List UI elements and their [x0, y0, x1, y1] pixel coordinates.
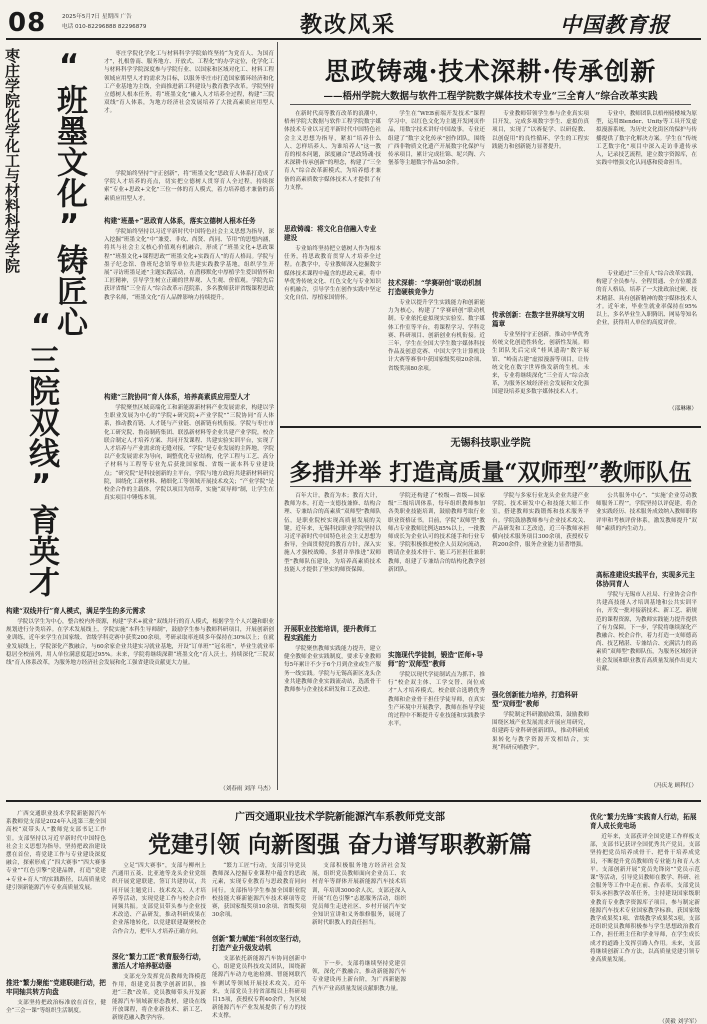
- col-3-heading: 创新“繁力赋能”科创攻坚行动，打造产业升级发动机: [212, 935, 306, 952]
- col-4-text-b: 专业通过“三全育人”综合改革实践，构建了全员参与、全程贯通、全方位覆盖的育人格局，培养了一大批政治过硬、技术精湛、具有创新精神的数字媒体技术人才。近年来，毕业生就业率保持在95%以上，多名毕业生入职腾讯、网易等知名企业，获得用人单位的高度评价。: [596, 271, 697, 327]
- col-3: [492, 110, 589, 422]
- article-title-a: “班墨文化”铸匠心: [51, 48, 87, 337]
- col-2-text-b: 学院以现代学徒制试点为抓手，推行“校企双主体、工学交替、岗位成才”人才培养模式。校企联合选聘优秀教师和企业骨干担任学徒导师，在真实生产环境中开展教学，教师在指导学徒的过程中不断提升专业技能和实践教学水平。: [388, 672, 485, 728]
- col-2: [388, 110, 485, 422]
- col-1-text-b: 支部坚持把政治标准放在首位，健全“三会一课”等组织生活制度。: [6, 1000, 106, 1015]
- article-guangxi: [0, 802, 707, 1024]
- col-3: [492, 492, 589, 796]
- col-2: [388, 492, 485, 796]
- phone-line: 电话 010-82296888 82296879: [62, 24, 147, 30]
- col-4-text-b: 学院与无锡市人社局、行业协会合作共建高技能人才培训基地和公共实训平台，开发一批对接新技术、新工艺、新规范的课程资源，为教师实践能力提升提供了有力保障。下一步，学院将继续深化产教融合、校企合作，着力打造一支师德高尚、技艺精湛、专兼结合、充满活力的高素质“双师型”教师队伍，为服务区域经济社会发展和职业教育高质量发展作出更大贡献。: [596, 592, 697, 672]
- article-wuxi: [280, 428, 701, 798]
- col-5-text: 近年来，支部获评全国党建工作样板支部，支部书记获评全国优秀共产党员。支部坚持把党员培养成骨干、把骨干培养成党员，不断提升党员教师的专业能力和育人水平。支部创新开展“党员先锋岗”“党员示范课”等活动，引导党员教师在教学、科研、社会服务等工作中走在前、作表率。支部党员带头承担教学改革任务，主持建设国家级职业教育专业教学资源库子项目，参与制定新能源汽车技术专业国家教学标准，获国家级教学成果奖1项、省级教学成果奖3项。支部还组织党员教师积极参与学生思想政治教育工作，担任班主任和学业导师，在学生成长成才的道路上发挥引路人作用。未来，支部将继续创新工作方法，以高质量党建引领专业高质量发展。: [590, 834, 700, 964]
- section-1: [104, 214, 274, 388]
- article-title: 多措并举 打造高质量“双师型”教师队伍: [289, 459, 692, 486]
- col-2-text: 学生在“WEB前端开发技术”课程学习中，以红色文化为主题开发网页作品，用数字技术讲好中国故事。专业还组建了“数字文化传承”创作团队，围绕广西非物质文化遗产开展数字化保护与传承项目，累计完成壮锦、坭兴陶、六堡茶等主题数字作品50余件。: [388, 111, 485, 167]
- col-5: [590, 810, 700, 1022]
- col-1-text-b: 专业始终坚持把立德树人作为根本任务，将思政教育贯穿人才培养全过程。在教学中，专业教师深入挖掘数字媒体技术课程中蕴含的思政元素，将中华优秀传统文化、红色文化与专业知识有机融合，引导学生在创作实践中坚定文化自信、厚植家国情怀。: [284, 246, 381, 302]
- title-rule: [290, 104, 691, 105]
- byline: （刘春雨 刘洋 马杰）: [220, 786, 274, 792]
- col-2-text: 立足“四大赛事”，支部与柳州上汽通用五菱、比亚迪等龙头企业党组织开展党建联建，签订共建协议，共同开展主题党日、技术攻关、人才培养等活动，实现党建工作与校企合作同频共振。支部党员带头参与企业技术改造、产品研发，推动科研成果在企业落地转化，以党建联建凝聚校企合作合力，把牢人才培养正确方向。: [112, 863, 206, 935]
- section-2: [104, 390, 274, 600]
- col-2-text-b: 支部充分发挥党员教师先锋模范作用，组建党员教学创新团队，推进“三教”改革。党员教师带头开发新能源汽车领域新形态教材，建设在线开放课程，将企业新技术、新工艺、新规范融入教学内容。: [112, 974, 206, 1022]
- byline: （黄毅 刘学军）: [659, 1019, 700, 1024]
- byline: （冯庆龙 顾科红）: [650, 783, 697, 789]
- article-org: 无锡科技职业学院: [450, 438, 531, 449]
- col-1-text-b: 学院聚焦教师实践能力提升，建立健全教师企业实践制度，要求专业教师每5年累计不少于6个月到企业或生产服务一线实践。学院与无锡高新区龙头企业共建教师企业实践流动站，选派骨干教师参与企业技术研发和工艺改进。: [284, 646, 381, 694]
- col-3-text: 学院与多家行业龙头企业共建产业学院、技术研发中心和技能大师工作室，搭建教师实践锻炼和技术服务平台。学院鼓励教师参与企业技术攻关、产品研发和工艺改造，近三年教师承担横向技术服务项目300余项，获授权专利200余件，服务企业能力显著增强。: [492, 493, 589, 549]
- col-3-heading: 传承创新：在数字世界续写文明篇章: [492, 311, 585, 328]
- article-subtitle: ——梧州学院大数据与软件工程学院数字媒体技术专业“三全育人”综合改革实践: [323, 91, 658, 102]
- section-3-body: 学院以学生为中心，整合校内外资源，构建“学术+就业”双线并行的育人模式，根据学生个人兴趣和职业规划进行分类培养。在学术发展线上，学院实施“本科生导师制”，鼓励学生参与教师科研项目，开展创新创业训练，近年来学生在国家级、省级学科竞赛中获奖200余项，考研录取率连续多年保持在30%以上；在就业发展线上，学院深化产教融合，与60余家企业共建实习就业基地，开设“订单班”“冠名班”，毕业生就业率稳居全校前列，用人单位满意度超过95%。未来，学院将继续深耕“班墨文化”育人沃土，持续深化“三院双线”育人体系改革，为服务地方经济社会发展和化工强省建设贡献更大力量。: [6, 619, 274, 667]
- col-1-text: 百年大计，教育为本；教育大计，教师为本。打造一支德技兼修、结构合理、专兼结合的高素质“双师型”教师队伍，是职业院校实现高质量发展的关键。近年来，无锡科技职业学院坚持以习近平新时代中国特色社会主义思想为指导，全面贯彻党的教育方针，深入实施人才强校战略，多措并举推进“双师型”教师队伍建设，为培养高素质技术技能人才提供了坚实的师资保障。: [284, 493, 381, 573]
- col-2-heading: 实施现代学徒制，锻造“匠师+导师”的“双师型”教师: [388, 651, 484, 668]
- col-3-text: “繁力工匠”行动，支部引导党员教师深入挖掘专业课程中蕴含的思政元素，实现专业教育与思政教育同向同行。支部指导学生参加全国职业院校技能大赛新能源汽车技术赛项等竞赛，获国家级奖项10余项、省级奖项30余项。: [212, 863, 306, 919]
- col-4: [596, 110, 697, 422]
- col-2-heading: 深化“繁力工匠”教育服务行动，激活人才培养驱动器: [112, 953, 206, 970]
- page-header: [0, 0, 707, 40]
- col-3-text-b: 支部依托新能源汽车协同创新中心，组建党员科技攻关团队，围绕新能源汽车动力电池检测、智能网联汽车测试等领域开展技术攻关。近年来，支部党员主持省部级以上科研项目15项，获授权专利40余件，为区域新能源汽车产业发展提供了有力的技术支撑。: [212, 956, 306, 1020]
- col-4-text: 专业中，教师团队以梧州骑楼城为原型，运用Blender、Unity等工具开发虚拟漫游系统，为历史文化街区的保护与传播提供了数字化解决方案。学生在“传统工艺数字化”项目中深入走访非遗传承人，记录技艺流程，建立数字资源库，在实践中增强文化认同感和使命担当。: [596, 111, 697, 167]
- col-2-text-b: 专业以提升学生实践能力和创新能力为核心，构建了“学赛研创”联动机制。专业依托虚拟现实实验室、数字媒体工作室等平台，将课程学习、学科竞赛、科研项目、创新创业有机衔接。近三年，学生在全国大学生数字媒体科技作品及创意竞赛、中国大学生计算机设计大赛等赛事中获国家级奖项20余项、省级奖项80余项。: [388, 300, 485, 372]
- section-1-body: 学院始终坚持以习近平新时代中国特色社会主义思想为指导，深入挖掘“班墨文化”中“兼爱、非攻、尚贤、尚同、节用”的思想内涵，将其与社会主义核心价值观有机融合，形成了“班墨文化+思政课程”“班墨文化+课程思政”“班墨文化+实践育人”的育人格局。学院与墨子纪念馆、鲁班纪念馆等单位共建实践教学基地，组织学生开展“寻访班墨足迹”主题实践活动，在潜移默化中厚植学生爱国情怀和工匠精神，引导学生树立正确的世界观、人生观、价值观。学院先后获评省级“三全育人”综合改革示范院系，多名教师获评省级课程思政教学名师，“班墨文化”育人品牌影响力持续提升。: [104, 229, 274, 301]
- col-1-heading: 开展职业技能培训，提升教师工程实践能力: [284, 625, 377, 642]
- article-org: 广西交通职业技术学院新能源汽车系教师党支部: [235, 812, 445, 823]
- col-1-text: 广西交通职业技术学院新能源汽车系教师党支部是2024年入选第三批全国高校“双带头人”教师党支部书记工作室。支部坚持以习近平新时代中国特色社会主义思想为指导，坚持把政治建设摆在首位，将党建工作与专业建设深度融合，探索形成了“四大赛事”“四大赛事专业”“红色引擎”党建品牌，打造“党建+专业+育人”的实践路径，以高质量党建引领新能源汽车专业高质量发展。: [6, 811, 106, 891]
- col-1-heading: 思政铸魂：将文化自信融入专业建设: [284, 225, 377, 242]
- page-number: 08: [8, 8, 47, 38]
- section-3: [6, 604, 274, 800]
- col-1: [284, 110, 381, 422]
- article-zaozhuang: [0, 42, 276, 800]
- section-3-heading: 构建“双线并行”育人模式，满足学生的多元需求: [6, 607, 146, 615]
- section-2-body: 学院聚焦区域高端化工和新能源新材料产业发展需求，构建以学生职业发展为中心的“学院+研究院+产业学院”“三院协同”育人体系，推动教育链、人才链与产业链、创新链有机衔接。学院与枣庄市化工研究院、鲁南制药集团、联泓新材料等企业共建产业学院，校企联合制定人才培养方案、共同开发课程、共建实验实训平台，实现了人才培养与产业需求的无缝对接。“学院”是专业发展的主阵地，学院以产业发展需求为导向，调整优化专业结构，化学工程与工艺、高分子材料与工程等专业先后获批国家级、省级一流本科专业建设点；“研究院”是科技创新的主平台，学院与地方政府共建新材料研究院，围绕化工新材料、精细化工等领域开展技术攻关；“产业学院”是校企合作的主载体，学院以项目为纽带，实施“双导师”制，让学生在真实项目中锤炼本领。: [104, 405, 274, 502]
- col-4-text: 公共服务中心”、“实施‘企业劳动教师服务工程’”。学院坚持以评促建，将企业实践经历、技术服务成效纳入教师职称评审和考核评价体系，激发教师提升“双师”素质的内生动力。: [596, 493, 697, 532]
- article-title: 党建引领 向新图强 奋力谱写职教新篇: [147, 831, 532, 858]
- col-3-heading: 强化创新能力培养，打造科研型“双师型”教师: [492, 691, 578, 708]
- article-title: 思政铸魂·技术深耕·传承创新: [324, 57, 657, 86]
- col-1: [284, 492, 381, 796]
- date-line: 2025年5月7日 星期四 广告: [62, 14, 132, 20]
- section-1-heading: 构建“班墨+”思政育人体系，落实立德树人根本任务: [104, 217, 256, 225]
- article-wuzhou: [280, 42, 701, 424]
- col-4: [596, 492, 697, 796]
- article-org: 枣庄学院化学化工与材料科学学院: [3, 48, 21, 273]
- intro-text: 枣庄学院化学化工与材料科学学院始终坚持“为党育人、为国育才”，扎根鲁南、服务地方、开放式、工程化”的办学定位，化学化工与材料科学学院深度参与学院行业、以国家和区域对化工、材料工程领域应用型人才的需求为目标，以服务枣庄市打造国家循环经济和化工产业基地为主线，全面推进新工科建设与教育教学改革。学院坚持立德树人根本任务，将“班墨文化”融入人才培养全过程，构建“三院双线”育人体系，为地方经济社会发展培养了大批高素质应用型人才。: [104, 51, 274, 115]
- col-4-text-b: 下一步，支部将继续坚持党建引领，深化产教融合，推动新能源汽车专业建设再上新台阶，为广西新能源汽车产业高质量发展贡献职教力量。: [312, 961, 406, 992]
- col-2-heading: 技术深耕：“学赛研创”联动机制打造硬核竞争力: [388, 279, 482, 296]
- col-4: [312, 862, 406, 1022]
- col-3-text: 专业教师带领学生参与企业真实项目开发，完成多项数字孪生、虚拟仿真项目，实现了“以赛促学、以研促教、以创促用”的良性循环，学生的工程实践能力和创新能力显著提升。: [492, 111, 589, 150]
- article-title-b: “三院双线”育英才: [23, 308, 59, 597]
- section-title: 教改风采: [300, 12, 397, 38]
- col-1-heading: 推进“繁力聚能”党建联建行动，把牢同轴共转方向盘: [6, 979, 106, 996]
- intro-text-2: 学院始终坚持“守正创新”，将“班墨文化”思政育人体系打造成了学院人才培养的亮点，切实把立德树人贯穿育人全过程，持续探索“专业+思政+文化”三位一体的育人模式，着力培养德才兼备的高素质应用型人才。: [104, 171, 274, 202]
- col-3-text-b: 专业坚持守正创新，推动中华优秀传统文化创造性转化、创新性发展。师生团队先后完成“桂风遗韵”数字展馆、“岭南古建”虚拟漫游等项目，让传统文化在数字世界焕发新的生机。未来，专业将继续深化“三全育人”综合改革，为服务区域经济社会发展和文化强国建设培养更多数字媒体技术人才。: [492, 332, 589, 396]
- title-rule: [290, 486, 691, 487]
- col-1-text: 在新时代高等教育改革的浪潮中，梧州学院大数据与软件工程学院数字媒体技术专业以习近平新时代中国特色社会主义思想为指导，紧扣“培养什么人、怎样培养人、为谁培养人”这一教育的根本问题，深度融合“思政铸魂·技术深耕·传承创新”的理念，构建了“三全育人”综合改革新模式，为培养德才兼备的高素质数字媒体技术人才提供了有力支撑。: [284, 111, 381, 191]
- section-2-heading: 构建“三院协同”育人体系，培养高素质应用型人才: [104, 393, 251, 401]
- newspaper-logo: 中国教育报: [560, 12, 670, 37]
- col-2: [112, 862, 206, 1022]
- col-5-heading: 优化“繁力先锋”实践育人行动，拓展育人成长竞电场: [590, 813, 697, 830]
- col-3-text-b: 学院制定科研激励政策，鼓励教师围绕区域产业发展需求开展应用研究，组建跨专业科研创新团队，推动科研成果转化与教学资源开发相结合，实现“科研反哺教学”。: [492, 712, 589, 751]
- col-3: [212, 862, 306, 1022]
- col-2-text: 学院还构建了“校级—省级—国家级”三级培训体系，每年组织教师参加各类职业技能培训，鼓励教师考取行业职业资格证书。目前，学院“双师型”教师占专业教师比例达85%以上，一批教师成长为企业认可的技术能手和行业专家。学院积极推进校企人员双向流动，聘请企业技术骨干、能工巧匠担任兼职教师，组建了专兼结合的结构化教学创新团队。: [388, 493, 485, 573]
- byline: （邵琳琳）: [669, 406, 697, 412]
- vertical-divider: [277, 42, 278, 790]
- header-divider: [6, 38, 701, 40]
- col-4-text: 支部积极服务地方经济社会发展，组织党员教师面向企业员工、农村青年等群体开展新能源汽车技术培训，年培训3000余人次。支部还深入开展“红色引擎”志愿服务活动，组织党员师生走进社区、乡村开展汽车安全知识宣讲和义务维修服务，展现了新时代职教人的责任担当。: [312, 863, 406, 927]
- col-1: [6, 810, 106, 1022]
- col-4-heading: 高标准建设实践平台，实现多元主体协同育人: [596, 571, 695, 588]
